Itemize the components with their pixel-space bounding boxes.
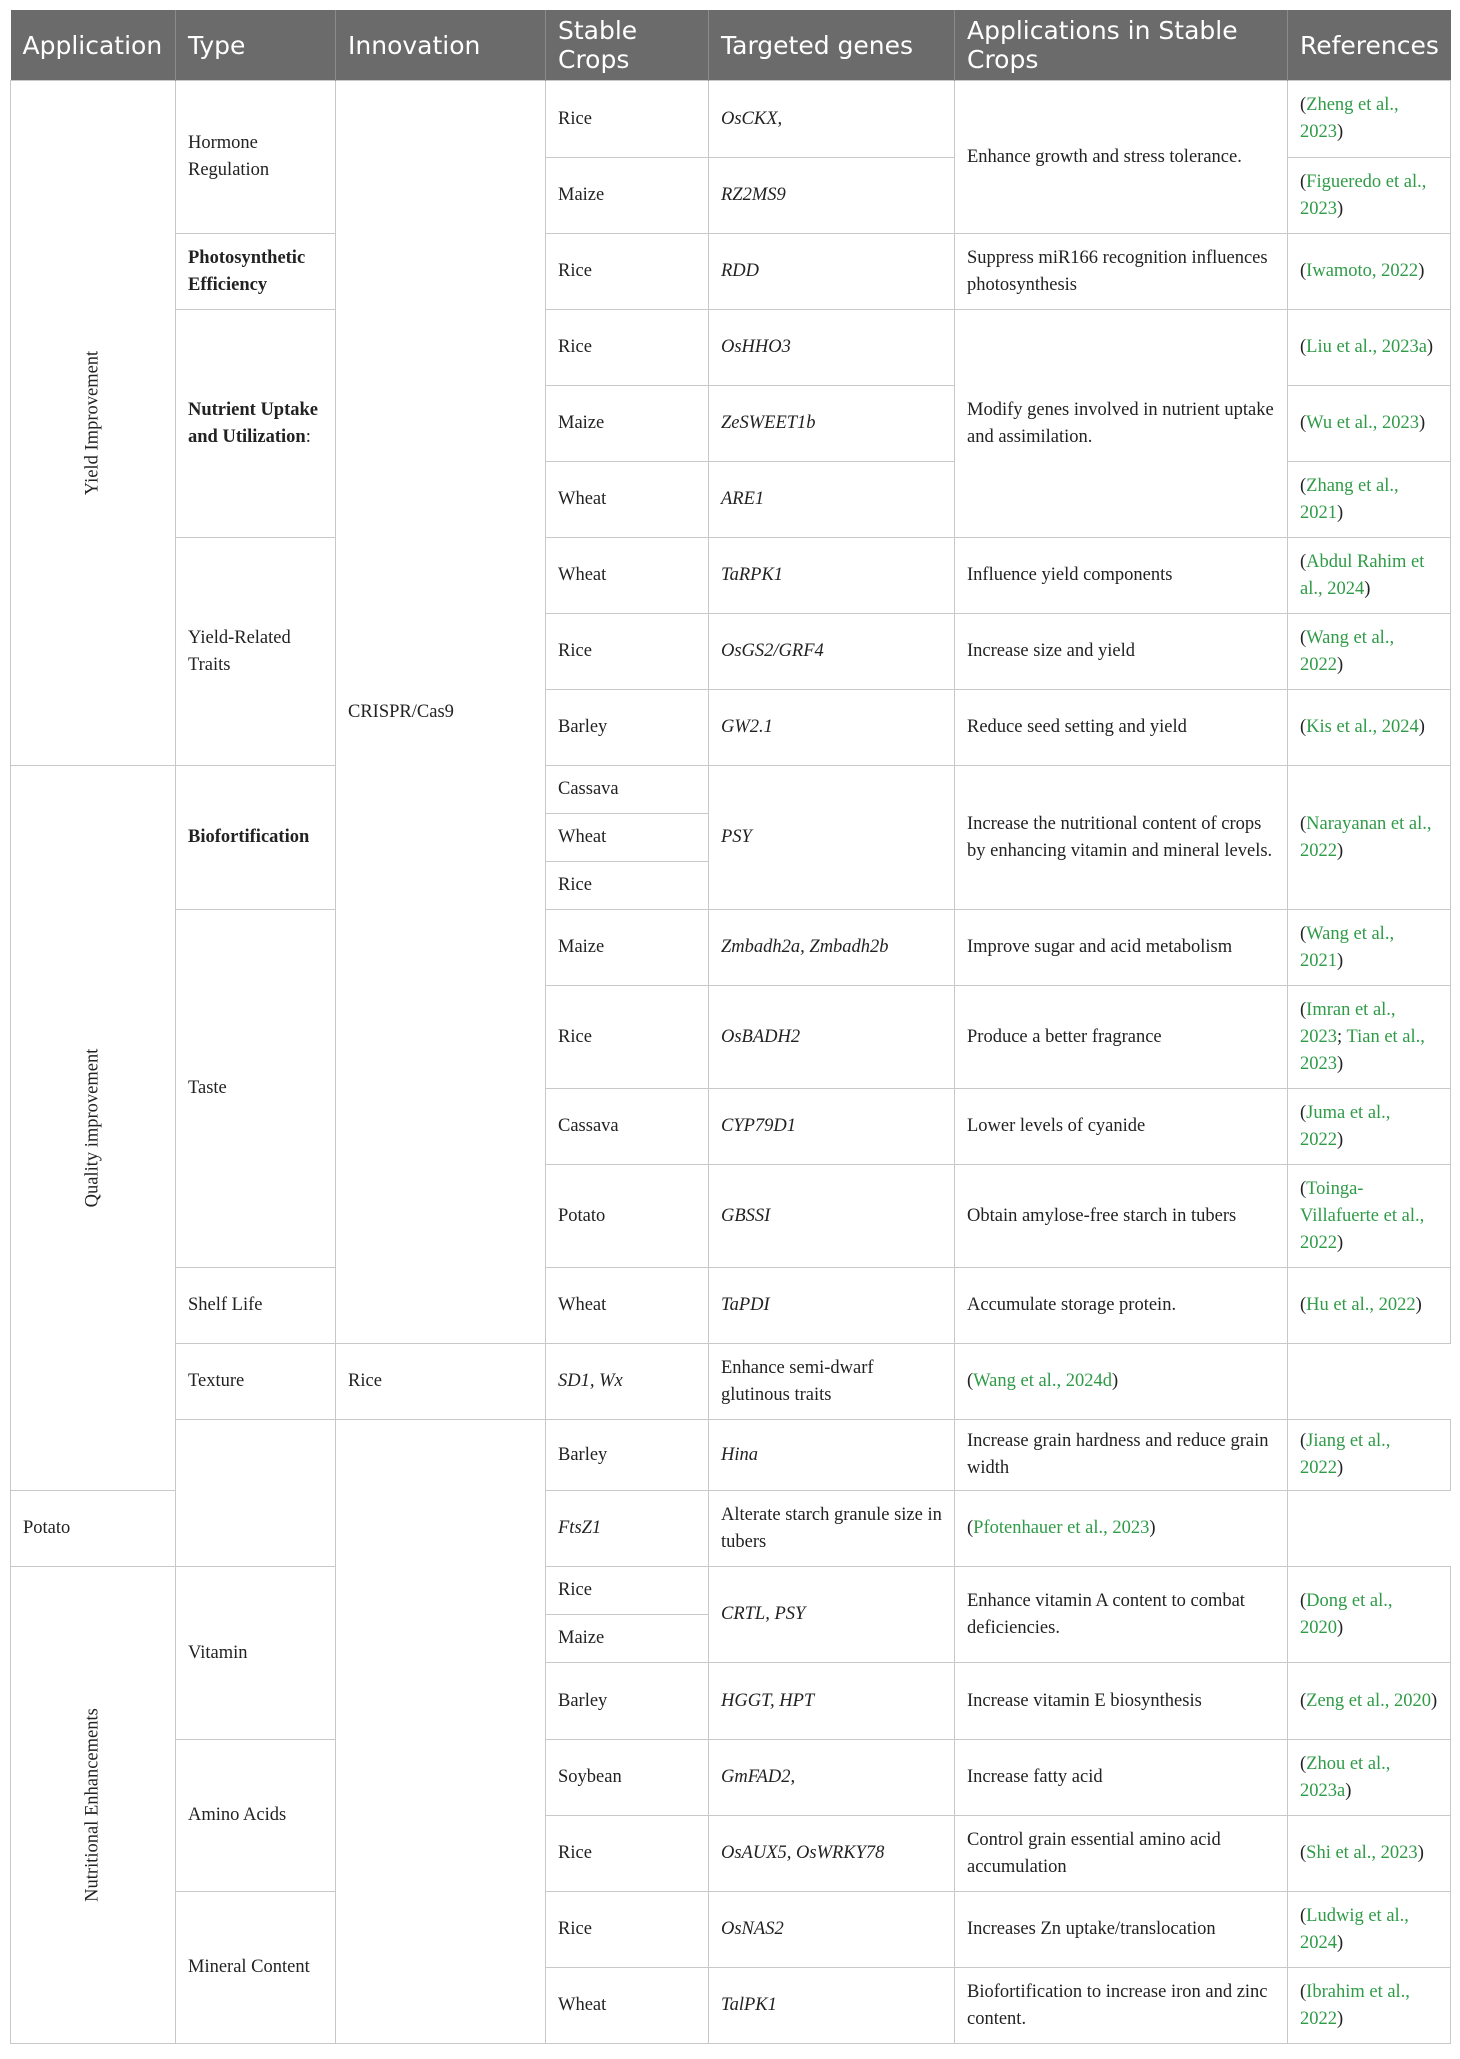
- reference-link[interactable]: Zeng et al., 2020: [1306, 1690, 1432, 1711]
- header-application: Application: [11, 10, 176, 81]
- reference-cell: (Zheng et al., 2023): [1288, 81, 1451, 158]
- type-cell: Mineral Content: [176, 1892, 336, 2044]
- reference-cell: (Abdul Rahim et al., 2024): [1288, 538, 1451, 614]
- table-row: [11, 81, 1451, 158]
- gene-cell: Hina: [709, 1420, 955, 1491]
- reference-link[interactable]: Dong et al., 2020: [1300, 1590, 1393, 1638]
- crop-cell: Wheat: [546, 1268, 709, 1344]
- description-cell: Increase fatty acid: [955, 1740, 1288, 1816]
- type-cell: Vitamin: [176, 1567, 336, 1740]
- table-row: [11, 1420, 1451, 1491]
- crop-cell: Maize: [546, 386, 709, 462]
- reference-cell: (Wang et al., 2021): [1288, 910, 1451, 986]
- reference-link[interactable]: Toinga-Villafuerte et al., 2022: [1300, 1178, 1425, 1253]
- description-cell: Suppress miR166 recognition influences photosynthesis: [955, 234, 1288, 310]
- reference-cell: (Kis et al., 2024): [1288, 690, 1451, 766]
- type-cell: Photosynthetic Efficiency: [176, 234, 336, 310]
- reference-link[interactable]: Ibrahim et al., 2022: [1300, 1981, 1410, 2029]
- crop-cell: Cassava: [546, 1089, 709, 1165]
- crop-cell: Potato: [11, 1491, 176, 1567]
- reference-cell: (Shi et al., 2023): [1288, 1816, 1451, 1892]
- reference-cell: (Hu et al., 2022): [1288, 1268, 1451, 1344]
- type-cell: Nutrient Uptake and Utilization:: [176, 310, 336, 538]
- crop-cell: Barley: [546, 690, 709, 766]
- reference-cell: (Zhang et al., 2021): [1288, 462, 1451, 538]
- header-targeted-genes: Targeted genes: [709, 10, 955, 81]
- description-cell: Produce a better fragrance: [955, 986, 1288, 1089]
- gene-cell: OsCKX,: [709, 81, 955, 158]
- header-innovation: Innovation: [336, 10, 546, 81]
- reference-cell: (Ludwig et al., 2024): [1288, 1892, 1451, 1968]
- crop-cell: Rice: [546, 234, 709, 310]
- description-cell: Increase size and yield: [955, 614, 1288, 690]
- reference-link[interactable]: Liu et al., 2023a: [1306, 337, 1427, 357]
- type-cell: Biofortification: [176, 766, 336, 910]
- application-label: Quality improvement: [82, 1048, 103, 1208]
- table-row: [11, 1740, 1451, 1816]
- reference-cell: (Imran et al., 2023; Tian et al., 2023): [1288, 986, 1451, 1089]
- gene-cell: ARE1: [709, 462, 955, 538]
- crop-cell: Maize: [546, 158, 709, 234]
- crop-cell: Wheat: [546, 462, 709, 538]
- description-cell: Increase grain hardness and reduce grain width: [955, 1420, 1288, 1491]
- crop-cell: Rice: [546, 986, 709, 1089]
- reference-cell: (Wu et al., 2023): [1288, 386, 1451, 462]
- crop-cell: Barley: [546, 1420, 709, 1491]
- reference-link[interactable]: Zhang et al., 2021: [1300, 475, 1399, 523]
- crop-cell: Wheat: [546, 814, 709, 862]
- innovation-cell-empty: [336, 1420, 546, 2044]
- reference-link[interactable]: Wu et al., 2023: [1306, 413, 1419, 433]
- gene-cell: RDD: [709, 234, 955, 310]
- reference-cell: (Ibrahim et al., 2022): [1288, 1968, 1451, 2044]
- gene-cell: OsBADH2: [709, 986, 955, 1089]
- crop-cell: Maize: [546, 1615, 709, 1663]
- gene-cell: TaPDI: [709, 1268, 955, 1344]
- description-cell: Improve sugar and acid metabolism: [955, 910, 1288, 986]
- description-cell: Influence yield components: [955, 538, 1288, 614]
- table-row: [11, 234, 1451, 310]
- crop-cell: Wheat: [546, 538, 709, 614]
- crop-cell: Potato: [546, 1165, 709, 1268]
- gene-cell: HGGT, HPT: [709, 1663, 955, 1740]
- crop-cell: Rice: [546, 614, 709, 690]
- reference-cell: (Wang et al., 2024d): [955, 1344, 1288, 1420]
- description-cell: Increases Zn uptake/translocation: [955, 1892, 1288, 1968]
- table-row: [11, 538, 1451, 614]
- description-cell: Reduce seed setting and yield: [955, 690, 1288, 766]
- description-cell: Obtain amylose-free starch in tubers: [955, 1165, 1288, 1268]
- crop-cell: Barley: [546, 1663, 709, 1740]
- gene-cell: FtsZ1: [546, 1491, 709, 1567]
- gene-cell: GmFAD2,: [709, 1740, 955, 1816]
- reference-link[interactable]: Narayanan et al., 2022: [1300, 813, 1432, 861]
- header-references: References: [1288, 10, 1451, 81]
- gene-cell: Zmbadh2a, Zmbadh2b: [709, 910, 955, 986]
- reference-link[interactable]: Figueredo et al., 2023: [1300, 171, 1427, 219]
- gene-cell: TalPK1: [709, 1968, 955, 2044]
- crop-cell: Cassava: [546, 766, 709, 814]
- gene-cell: CRTL, PSY: [709, 1567, 955, 1663]
- description-cell: Modify genes involved in nutrient uptake and assimilation.: [955, 310, 1288, 538]
- reference-cell: (Narayanan et al., 2022): [1288, 766, 1451, 910]
- application-cell: [11, 81, 176, 766]
- reference-link[interactable]: Zheng et al., 2023: [1300, 95, 1399, 142]
- table-row: [11, 766, 1451, 814]
- reference-cell: (Zhou et al., 2023a): [1288, 1740, 1451, 1816]
- reference-link[interactable]: Pfotenhauer et al., 2023: [973, 1518, 1150, 1538]
- crop-cell: Soybean: [546, 1740, 709, 1816]
- description-cell: Biofortification to increase iron and zinc content.: [955, 1968, 1288, 2044]
- reference-link[interactable]: Iwamoto, 2022: [1306, 261, 1419, 281]
- crispr-applications-table: [10, 10, 1451, 2044]
- reference-link[interactable]: Wang et al., 2021: [1300, 923, 1395, 971]
- reference-link[interactable]: Kis et al., 2024: [1306, 717, 1419, 737]
- crop-cell: Rice: [546, 81, 709, 158]
- reference-cell: (Wang et al., 2022): [1288, 614, 1451, 690]
- reference-link[interactable]: Imran et al., 2023: [1300, 999, 1396, 1047]
- innovation-cell: CRISPR/Cas9: [336, 81, 546, 1344]
- application-cell: [11, 1567, 176, 2044]
- header-stable-crops: Stable Crops: [546, 10, 709, 81]
- type-cell: Yield-Related Traits: [176, 538, 336, 766]
- reference-cell: (Liu et al., 2023a): [1288, 310, 1451, 386]
- header-row: [11, 10, 1451, 81]
- description-cell: Enhance growth and stress tolerance.: [955, 81, 1288, 234]
- reference-link[interactable]: Jiang et al., 2022: [1300, 1431, 1391, 1478]
- crop-cell: Rice: [546, 862, 709, 910]
- type-cell: Amino Acids: [176, 1740, 336, 1892]
- table-row: [11, 1567, 1451, 1615]
- gene-cell: GBSSI: [709, 1165, 955, 1268]
- reference-cell: (Juma et al., 2022): [1288, 1089, 1451, 1165]
- description-cell: Accumulate storage protein.: [955, 1268, 1288, 1344]
- reference-link[interactable]: Wang et al., 2024d: [973, 1371, 1112, 1391]
- application-label: Nutritional Enhancements: [82, 1708, 103, 1902]
- crop-cell: Rice: [546, 1567, 709, 1615]
- crop-cell: Rice: [546, 1892, 709, 1968]
- reference-link[interactable]: Abdul Rahim et al., 2024: [1300, 551, 1425, 599]
- gene-cell: OsGS2/GRF4: [709, 614, 955, 690]
- description-cell: Enhance vitamin A content to combat deficiencies.: [955, 1567, 1288, 1663]
- header-applications: Applications in Stable Crops: [955, 10, 1288, 81]
- reference-cell: (Iwamoto, 2022): [1288, 234, 1451, 310]
- application-label: Yield Improvement: [82, 350, 103, 496]
- reference-cell: (Jiang et al., 2022): [1288, 1420, 1451, 1491]
- reference-link[interactable]: Zhou et al., 2023a: [1300, 1753, 1391, 1801]
- table-row: [11, 1892, 1451, 1968]
- gene-cell: OsHHO3: [709, 310, 955, 386]
- reference-cell: (Dong et al., 2020): [1288, 1567, 1451, 1663]
- description-cell: Increase the nutritional content of crops by enhancing vitamin and mineral levels.: [955, 766, 1288, 910]
- description-cell: Alterate starch granule size in tubers: [709, 1491, 955, 1567]
- table-row: [11, 910, 1451, 986]
- reference-cell: (Toinga-Villafuerte et al., 2022): [1288, 1165, 1451, 1268]
- reference-cell: (Zeng et al., 2020): [1288, 1663, 1451, 1740]
- type-cell: Taste: [176, 910, 336, 1268]
- gene-cell: OsAUX5, OsWRKY78: [709, 1816, 955, 1892]
- reference-link[interactable]: Wang et al., 2022: [1300, 627, 1395, 675]
- gene-cell: ZeSWEET1b: [709, 386, 955, 462]
- gene-cell: PSY: [709, 766, 955, 910]
- reference-link[interactable]: Shi et al., 2023: [1306, 1843, 1418, 1863]
- description-cell: Lower levels of cyanide: [955, 1089, 1288, 1165]
- gene-cell: TaRPK1: [709, 538, 955, 614]
- gene-cell: GW2.1: [709, 690, 955, 766]
- description-cell: Enhance semi-dwarf glutinous traits: [709, 1344, 955, 1420]
- application-cell: [11, 766, 176, 1491]
- table-row: [11, 1268, 1451, 1344]
- description-cell: Control grain essential amino acid accumulation: [955, 1816, 1288, 1892]
- crop-cell: Maize: [546, 910, 709, 986]
- reference-link[interactable]: Juma et al., 2022: [1300, 1102, 1391, 1150]
- crop-cell: Rice: [546, 1816, 709, 1892]
- type-cell: Texture: [176, 1344, 336, 1420]
- type-cell-empty: [176, 1420, 336, 1567]
- gene-cell: OsNAS2: [709, 1892, 955, 1968]
- type-cell: Shelf Life: [176, 1268, 336, 1344]
- reference-link[interactable]: Hu et al., 2022: [1306, 1295, 1416, 1315]
- table-row: [11, 310, 1451, 386]
- reference-cell: (Pfotenhauer et al., 2023): [955, 1491, 1288, 1567]
- reference-link[interactable]: Ludwig et al., 2024: [1300, 1905, 1409, 1953]
- crop-cell: Rice: [546, 310, 709, 386]
- reference-cell: (Figueredo et al., 2023): [1288, 158, 1451, 234]
- crop-cell: Rice: [336, 1344, 546, 1420]
- gene-cell: RZ2MS9: [709, 158, 955, 234]
- crop-cell: Wheat: [546, 1968, 709, 2044]
- description-cell: Increase vitamin E biosynthesis: [955, 1663, 1288, 1740]
- type-cell: Hormone Regulation: [176, 81, 336, 234]
- table-row: [11, 1344, 1451, 1420]
- gene-cell: CYP79D1: [709, 1089, 955, 1165]
- gene-cell: SD1, Wx: [546, 1344, 709, 1420]
- header-type: Type: [176, 10, 336, 81]
- reference-link[interactable]: Tian et al., 2023: [1300, 1026, 1425, 1074]
